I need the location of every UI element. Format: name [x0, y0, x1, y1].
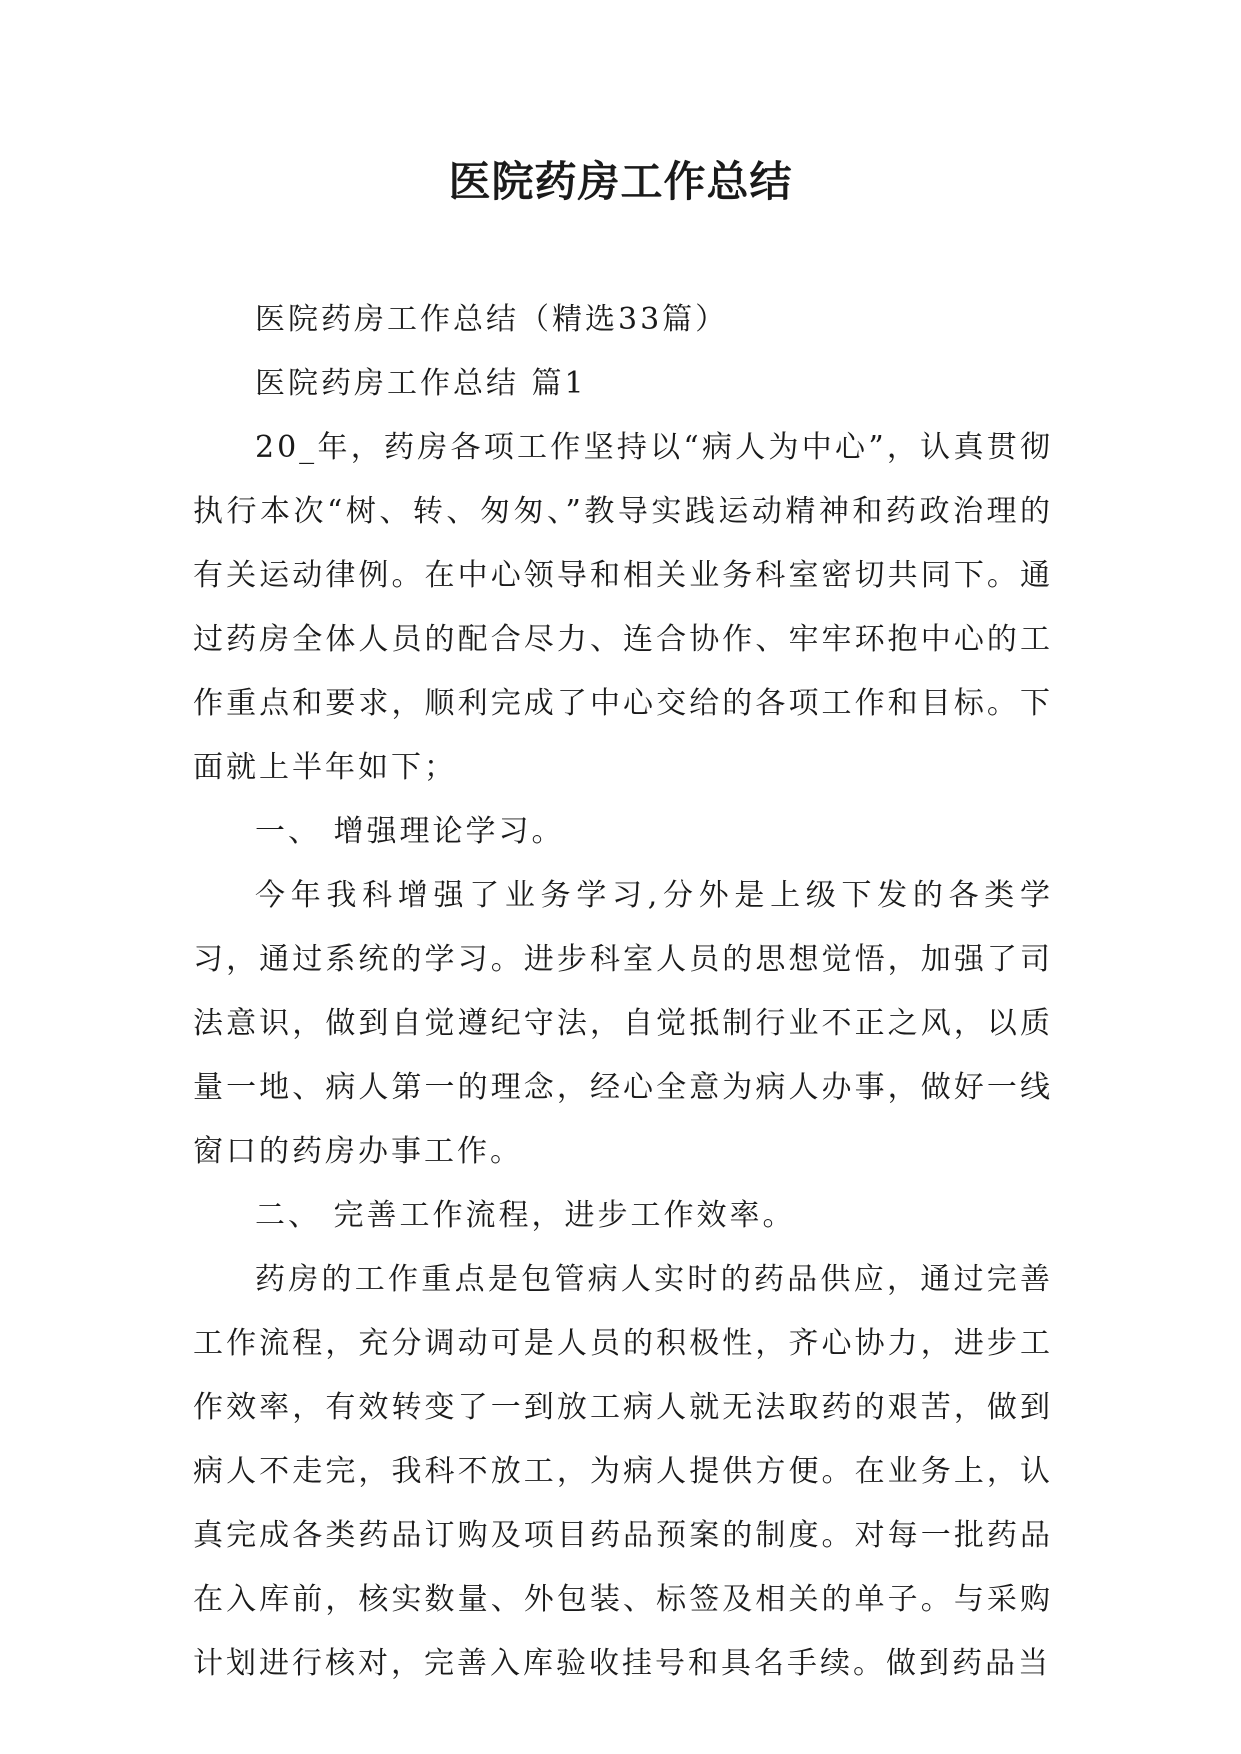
body-paragraph: 药房的工作重点是包管病人实时的药品供应，通过完善工作流程，充分调动可是人员的积极性，齐心协力，进步工作效率，有效转变了一到放工病人就无法取药的艰苦，做到病人不走完，我科不放工，为病人提供方便。在业务上，认真完成各类药品订购及项目药品预案的制度。对每一批药品在入库前，核实数量、外包装、标签及相关的单子。与采购计划进行核对，完善入库验收挂号和具名手续。做到药品当	[193, 1262, 1053, 1681]
body-paragraph: 20_年，药房各项工作坚持以“病人为中心”，认真贯彻执行本次“树、转、匆匆、”教导实践运动精神和药政治理的有关运动律例。在中心领导和相关业务科室密切共同下。通过药房全体人员的配合尽力、连合协作、牢牢环抱中心的工作重点和要求，顺利完成了中心交给的各项工作和目标。下面就上半年如下；	[193, 430, 1053, 785]
section-heading: 一、 增强理论学习。	[255, 814, 565, 849]
document-body	[193, 288, 1053, 1696]
document-title: 医院药房工作总结	[448, 157, 793, 206]
body-paragraph: 今年我科增强了业务学习,分外是上级下发的各类学习，通过系统的学习。进步科室人员的思想觉悟，加强了司法意识，做到自觉遵纪守法，自觉抵制行业不正之风，以质量一地、病人第一的理念，经心全意为病人办事，做好一线窗口的药房办事工作。	[193, 878, 1053, 1169]
subtitle-paragraph: 医院药房工作总结（精选33篇）	[255, 302, 729, 337]
section-heading: 医院药房工作总结 篇1	[255, 366, 587, 401]
section-heading: 二、 完善工作流程，进步工作效率。	[255, 1198, 796, 1233]
